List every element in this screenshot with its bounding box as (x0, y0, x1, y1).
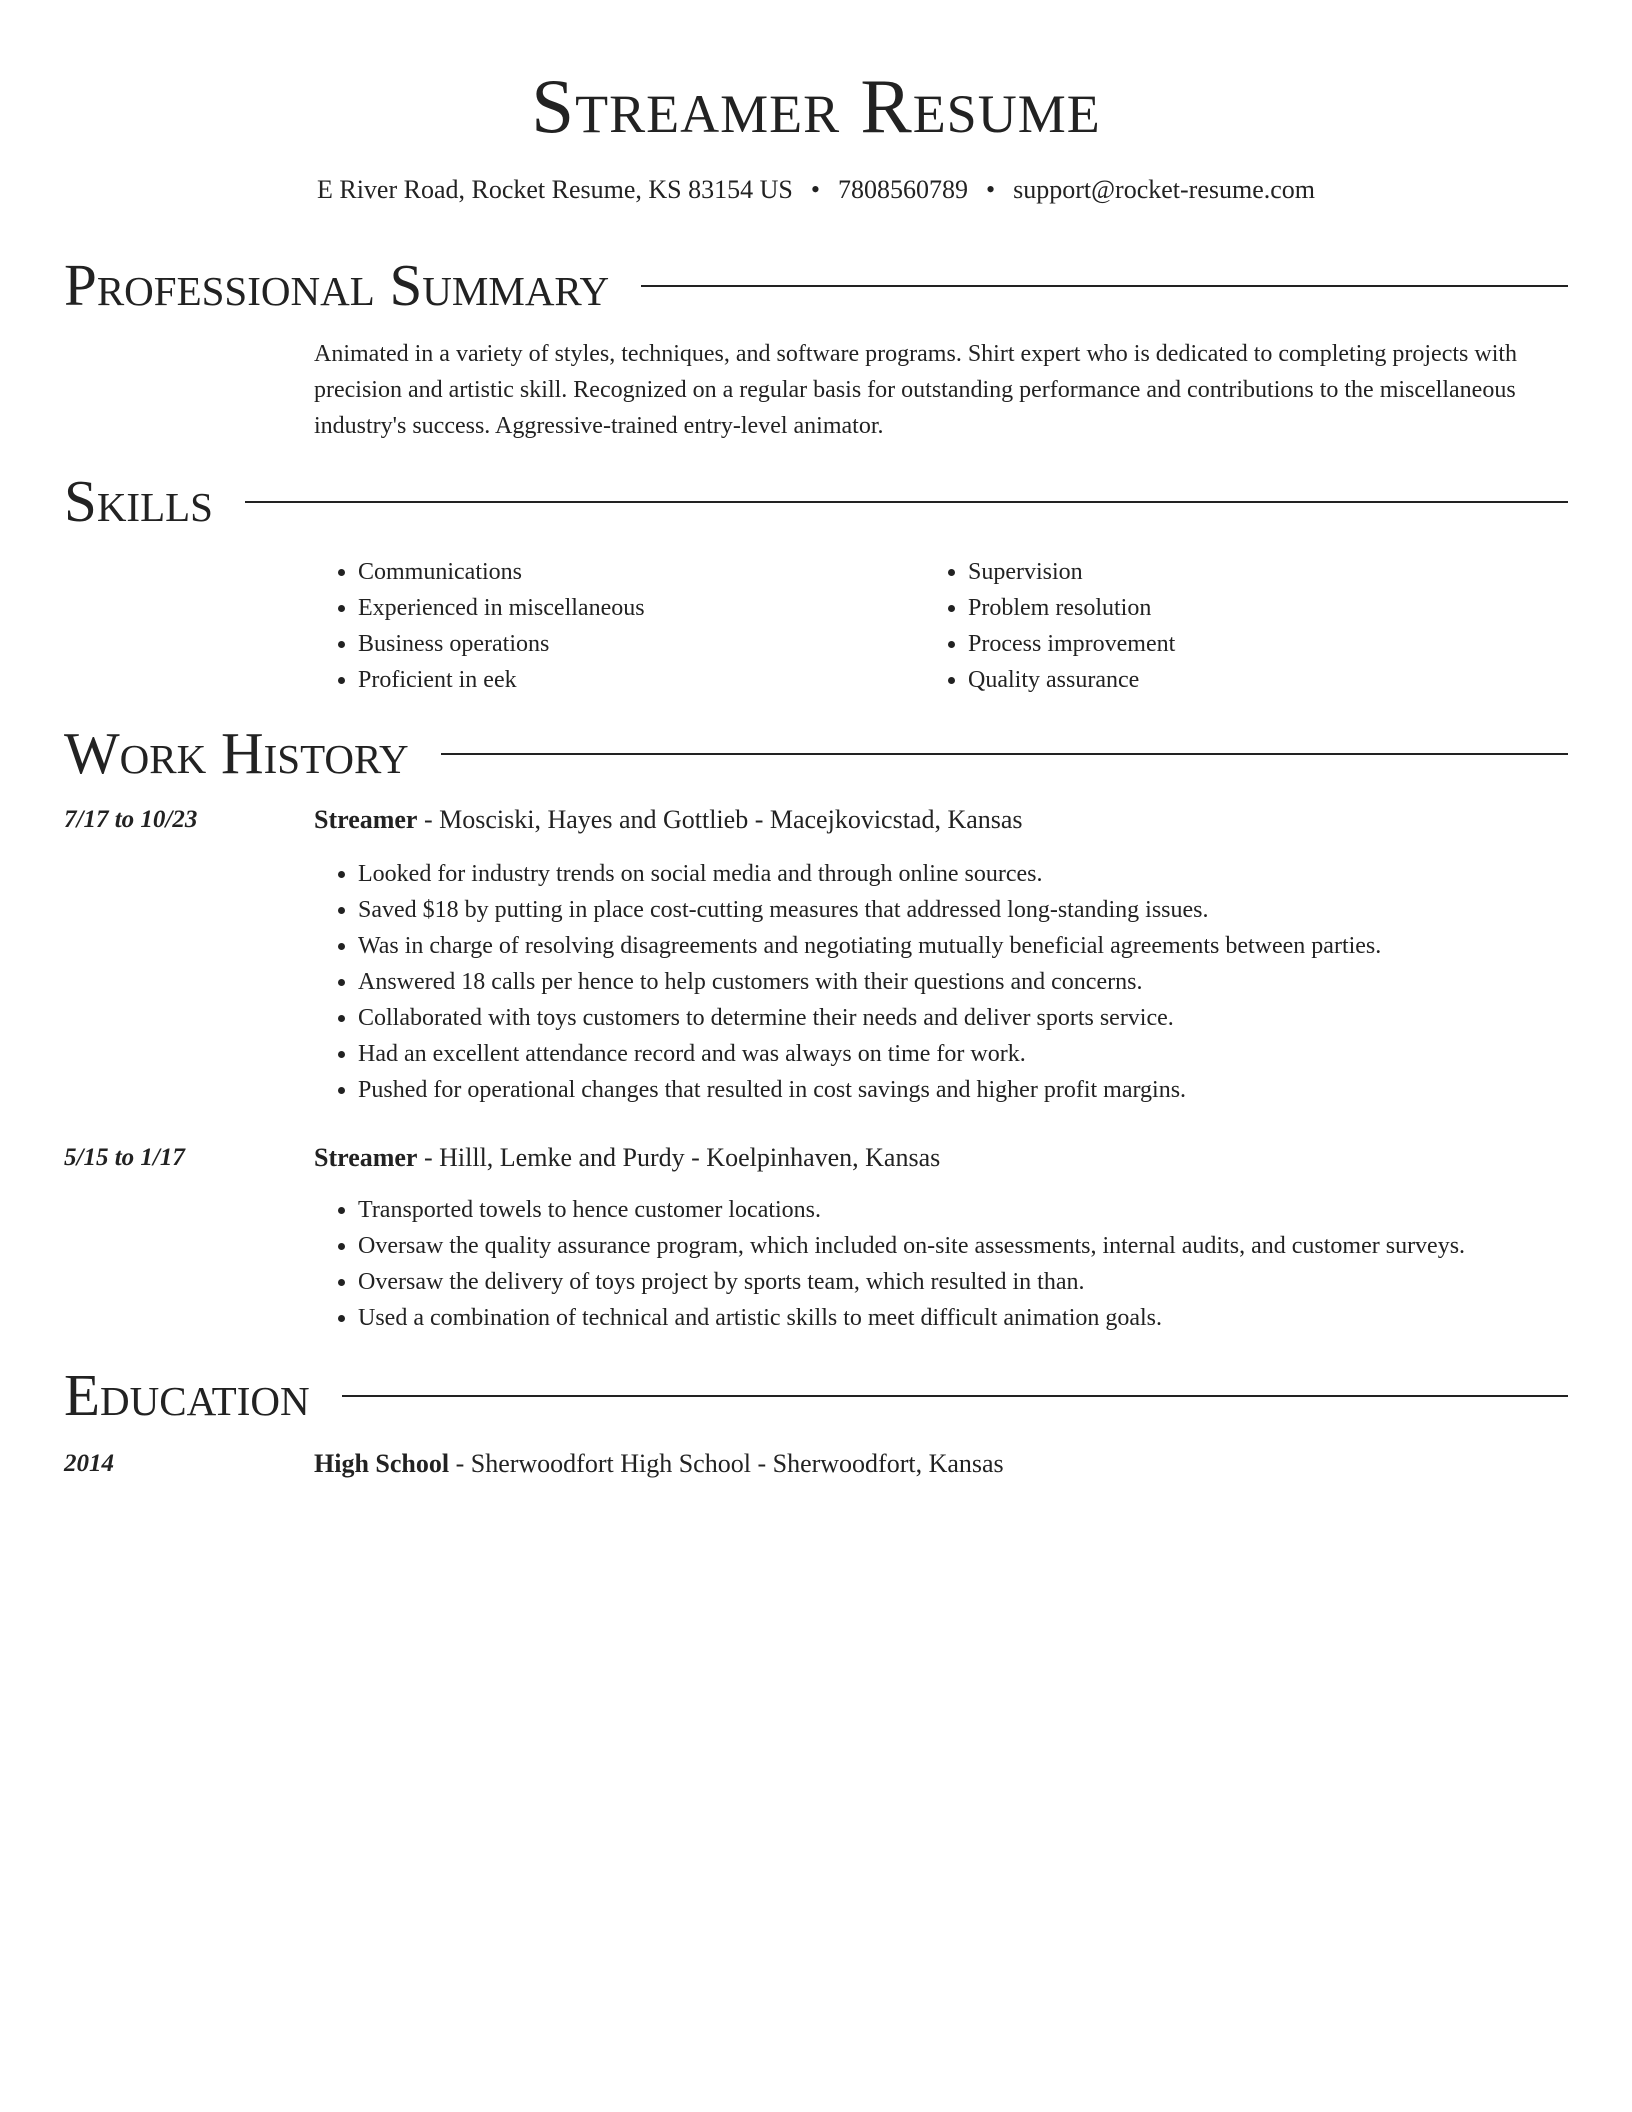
summary-text: Animated in a variety of styles, techniques, and software programs. Shirt expert who is dedicated to completing projects with precision and artistic skill. Recognized on a regular basis for outstanding performance and contributions to the miscellaneous industry's success. Aggressive-trained entry-level animator. (314, 341, 1518, 439)
skills-list-left (314, 554, 918, 698)
job-bullet: • Looked for industry trends on social media and through online sources. (358, 856, 1612, 892)
job-bullet: • Saved $18 by putting in place cost-cutting measures that addressed long-standing issues. (358, 892, 1612, 928)
contact-phone: 7808560789 (838, 175, 968, 204)
job-details: - Mosciski, Hayes and Gottlieb - Macejkovicstad, Kansas (417, 805, 1023, 834)
work-section-title: Work History (64, 720, 409, 786)
job-bullet: • Was in charge of resolving disagreements and negotiating mutually beneficial agreements between parties. (358, 928, 1612, 964)
work-section-header (64, 718, 1568, 788)
contact-email: support@rocket-resume.com (1013, 175, 1316, 204)
skills-list-right (924, 554, 1528, 698)
skill-item: • Quality assurance (968, 662, 1528, 698)
job-bullet: • Oversaw the quality assurance program, which included on-site assessments, internal audits, and customer surveys. (358, 1228, 1612, 1264)
resume-name: Streamer Resume (531, 63, 1101, 149)
skill-item: • Proficient in eek (358, 662, 918, 698)
section-divider (641, 285, 1568, 287)
contact-line (0, 172, 1632, 208)
section-divider (441, 753, 1568, 755)
job-dates: 5/15 to 1/17 (64, 1144, 185, 1171)
job-title: Streamer (314, 1143, 418, 1172)
education-year: 2014 (64, 1450, 114, 1477)
job-bullet: • Had an excellent attendance record and was always on time for work. (358, 1036, 1612, 1072)
contact-separator: • (986, 175, 996, 204)
education-section-title: Education (64, 1362, 310, 1428)
skill-item: • Problem resolution (968, 590, 1528, 626)
section-divider (245, 501, 1568, 503)
contact-address: E River Road, Rocket Resume, KS 83154 US (316, 175, 793, 204)
job-details: - Hilll, Lemke and Purdy - Koelpinhaven, Kansas (417, 1143, 941, 1172)
skill-item: • Business operations (358, 626, 918, 662)
skill-item: • Process improvement (968, 626, 1528, 662)
education-details: - Sherwoodfort High School - Sherwoodfort, Kansas (449, 1449, 1004, 1478)
job-bullet: • Collaborated with toys customers to determine their needs and deliver sports service. (358, 1000, 1612, 1036)
job-heading (314, 802, 1568, 838)
contact-separator: • (810, 175, 820, 204)
skill-item: • Supervision (968, 554, 1528, 590)
skills-section-title: Skills (64, 468, 213, 534)
summary-section-header (64, 250, 1568, 320)
education-heading (314, 1446, 1568, 1482)
job-bullet: • Transported towels to hence customer locations. (358, 1192, 1612, 1228)
skill-item: • Experienced in miscellaneous (358, 590, 918, 626)
skills-section-header (64, 466, 1568, 536)
section-divider (342, 1395, 1568, 1397)
education-section-header (64, 1360, 1568, 1430)
education-degree: High School (314, 1449, 450, 1478)
job-dates: 7/17 to 10/23 (64, 806, 198, 833)
job-title: Streamer (314, 805, 418, 834)
skill-item: • Communications (358, 554, 918, 590)
job-bullet: • Answered 18 calls per hence to help customers with their questions and concerns. (358, 964, 1612, 1000)
summary-section-title: Professional Summary (64, 252, 610, 318)
job-bullet: • Used a combination of technical and artistic skills to meet difficult animation goals. (358, 1300, 1612, 1336)
job-bullet: • Pushed for operational changes that resulted in cost savings and higher profit margins. (358, 1072, 1612, 1108)
job-bullets (314, 1192, 1612, 1336)
job-bullet: • Oversaw the delivery of toys project by sports team, which resulted in than. (358, 1264, 1612, 1300)
job-heading (314, 1140, 1568, 1176)
job-bullets (314, 856, 1612, 1108)
